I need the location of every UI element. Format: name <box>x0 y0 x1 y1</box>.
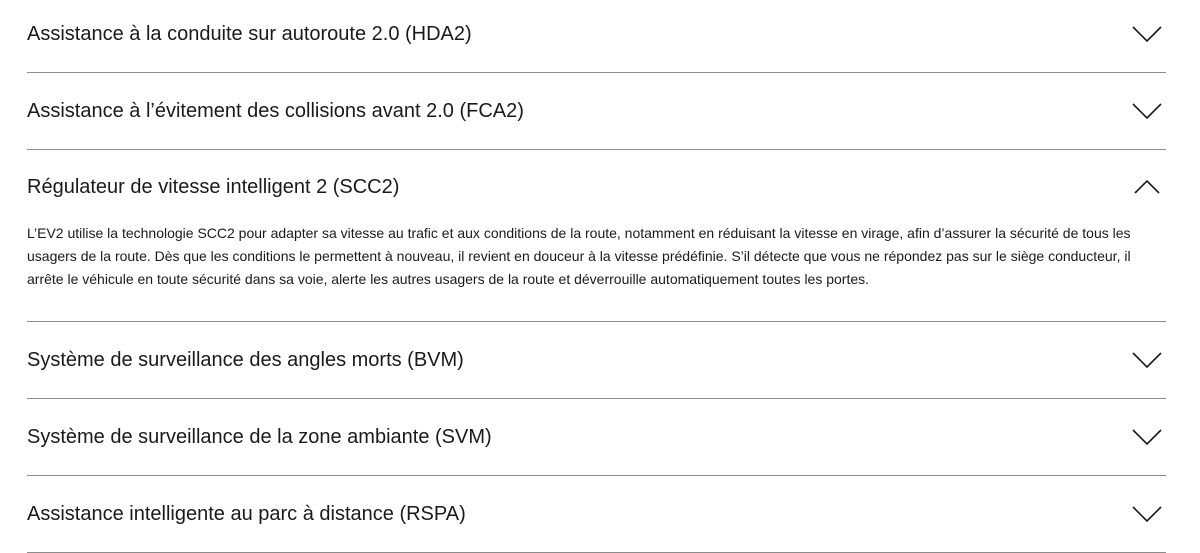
chevron-down-icon[interactable] <box>1132 351 1162 369</box>
accordion-item-scc2 <box>27 150 1166 322</box>
accordion-header-rspa[interactable] <box>27 476 1166 552</box>
chevron-down-icon[interactable] <box>1132 25 1162 43</box>
accordion-title: Assistance à la conduite sur autoroute 2.0 (HDA2) <box>27 22 472 45</box>
accordion-header-bvm[interactable] <box>27 322 1166 398</box>
accordion-title: Assistance intelligente au parc à distance (RSPA) <box>27 503 466 525</box>
accordion-item-svm <box>27 399 1166 476</box>
accordion-body-text: L’EV2 utilise la technologie SCC2 pour adapter sa vitesse au trafic et aux conditions de la route, notamment en réduisant la vitesse en virage, afin d’assurer la sécurité de tous les usagers de la route. Dès que les conditions le permettent à nouveau, il revient en douceur à la vitesse prédéfinie. S’il détecte que vous ne répondez pas sur le siège conducteur, il arrête le véhicule en toute sécurité dans sa voie, alerte les autres usagers de la route et déverrouille automatiquement toutes les portes. <box>27 225 1131 287</box>
accordion-header-hda2[interactable] <box>27 0 1166 72</box>
accordion-title: Régulateur de vitesse intelligent 2 (SCC2) <box>27 176 400 198</box>
accordion-header-scc2[interactable] <box>27 150 1166 224</box>
accordion-item-fca2 <box>27 73 1166 150</box>
chevron-down-icon[interactable] <box>1132 102 1162 120</box>
chevron-up-icon[interactable] <box>1132 178 1162 196</box>
chevron-down-icon[interactable] <box>1132 505 1162 523</box>
accordion-title: Assistance à l’évitement des collisions avant 2.0 (FCA2) <box>27 100 524 122</box>
accordion-item-hda2 <box>27 0 1166 73</box>
accordion-panel-scc2 <box>27 222 1166 321</box>
accordion-header-fca2[interactable] <box>27 73 1166 149</box>
accordion <box>27 0 1166 553</box>
accordion-title: Système de surveillance de la zone ambiante (SVM) <box>27 426 492 448</box>
accordion-header-svm[interactable] <box>27 399 1166 475</box>
accordion-item-rspa <box>27 476 1166 553</box>
accordion-item-bvm <box>27 322 1166 399</box>
accordion-title: Système de surveillance des angles morts (BVM) <box>27 349 464 371</box>
chevron-down-icon[interactable] <box>1132 428 1162 446</box>
